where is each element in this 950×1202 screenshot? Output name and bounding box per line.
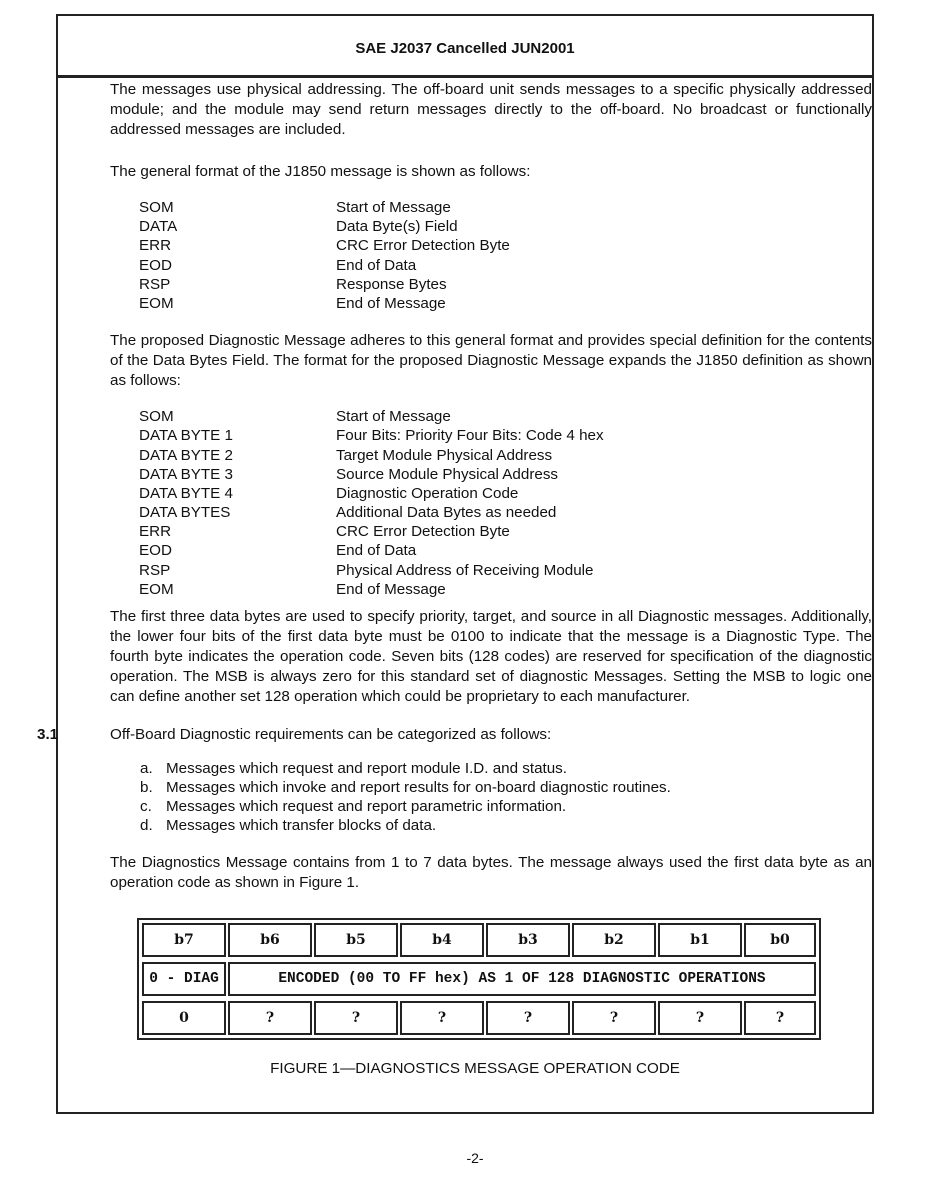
section-number: 3.1 <box>37 726 59 743</box>
definition-desc: Response Bytes <box>336 275 447 293</box>
definition-term: SOM <box>139 199 174 216</box>
definition-term: EOD <box>139 256 172 274</box>
value-row <box>139 998 819 1038</box>
bit-cell: b7 <box>142 923 226 957</box>
bit-cell: b2 <box>572 923 656 957</box>
value-cell: ? <box>228 1001 312 1035</box>
definition-term: ERR <box>139 237 172 255</box>
definition-desc: Start of Message <box>336 199 451 216</box>
definition-row <box>139 503 872 522</box>
value-cell: ? <box>400 1001 484 1035</box>
value-cell: ? <box>744 1001 816 1035</box>
list-item <box>140 778 872 797</box>
definition-row <box>139 294 872 313</box>
value-cell: ? <box>572 1001 656 1035</box>
definition-term: DATA <box>139 218 178 236</box>
intro-paragraph: The messages use physical addressing. The off-board unit sends messages to a specific physically addressed module; and the module may send return messages directly to the off-board. No broadcast or functionally addressed messages are included. <box>110 81 872 138</box>
definition-desc: Diagnostic Operation Code <box>336 484 519 502</box>
value-cell: ? <box>486 1001 570 1035</box>
proposed-format-list <box>139 407 872 599</box>
section-closing: The Diagnostics Message contains from 1 to 7 data bytes. The message always used the first data byte as an operation code as shown in Figure 1. <box>110 854 872 891</box>
requirements-list <box>140 759 872 835</box>
definition-desc: CRC Error Detection Byte <box>336 237 510 255</box>
definition-desc: End of Message <box>336 580 446 598</box>
value-cell: ? <box>314 1001 398 1035</box>
definition-desc: Physical Address of Receiving Module <box>336 561 594 579</box>
general-format-intro: The general format of the J1850 message is shown as follows: <box>110 163 531 180</box>
definition-desc: CRC Error Detection Byte <box>336 523 510 541</box>
list-marker: a. <box>140 760 153 777</box>
definition-row <box>139 275 872 294</box>
definition-term: DATA BYTE 3 <box>139 465 233 483</box>
list-item <box>140 759 872 778</box>
proposed-format-intro: The proposed Diagnostic Message adheres to this general format and provides special definition for the contents of the Data Bytes Field. The format for the proposed Diagnostic Message expands the J1850 definition as shown as follows: <box>110 332 872 390</box>
definition-term: DATA BYTE 2 <box>139 446 233 464</box>
list-item-text: Messages which request and report parametric information. <box>166 798 567 815</box>
definition-term: RSP <box>139 275 171 293</box>
definition-desc: End of Data <box>336 542 417 560</box>
list-marker: b. <box>140 779 153 796</box>
section-3-1 <box>37 725 872 893</box>
definition-term: EOM <box>139 580 174 598</box>
definition-row <box>139 426 872 445</box>
definition-row <box>139 561 872 580</box>
definition-row <box>139 236 872 255</box>
definition-desc: Data Byte(s) Field <box>336 218 458 236</box>
definition-term: DATA BYTES <box>139 504 231 522</box>
bit-cell: b4 <box>400 923 484 957</box>
figure-caption: FIGURE 1—DIAGNOSTICS MESSAGE OPERATION CODE <box>270 1060 680 1077</box>
list-item-text: Messages which transfer blocks of data. <box>166 817 437 834</box>
definition-term: EOM <box>139 294 174 312</box>
definition-term: EOD <box>139 542 172 560</box>
definition-row <box>139 198 872 217</box>
page-number: -2- <box>466 1150 484 1166</box>
definition-term: RSP <box>139 561 171 579</box>
definition-desc: Four Bits: Priority Four Bits: Code 4 hex <box>336 427 604 445</box>
definition-row <box>139 541 872 560</box>
definition-row <box>139 522 872 541</box>
bit-cell: b1 <box>658 923 742 957</box>
definition-row <box>139 256 872 275</box>
list-item-text: Messages which invoke and report results for on-board diagnostic routines. <box>166 779 671 796</box>
definition-desc: Source Module Physical Address <box>336 465 559 483</box>
value-cell: ? <box>658 1001 742 1035</box>
value-cell: 0 <box>142 1001 226 1035</box>
bit-header-row <box>139 920 819 960</box>
definition-row <box>139 217 872 236</box>
definition-desc: End of Data <box>336 256 417 274</box>
bit-cell: b3 <box>486 923 570 957</box>
definition-row <box>139 407 872 426</box>
header-title: SAE J2037 Cancelled JUN2001 <box>355 40 575 57</box>
encoding-row <box>139 959 819 999</box>
document-body <box>37 80 872 893</box>
list-marker: c. <box>140 798 152 815</box>
definition-row <box>139 465 872 484</box>
list-item <box>140 797 872 816</box>
definition-desc: End of Message <box>336 294 446 312</box>
definition-row <box>139 580 872 599</box>
encoded-cell: ENCODED (00 TO FF hex) AS 1 OF 128 DIAGNOSTIC OPERATIONS <box>228 962 816 996</box>
definition-term: DATA BYTE 4 <box>139 484 233 502</box>
definition-term: ERR <box>139 523 172 541</box>
bit-cell: b5 <box>314 923 398 957</box>
first-three-paragraph: The first three data bytes are used to specify priority, target, and source in all Diagnostic messages. Additionally, the lower four bits of the first data byte must be 0100 to indicate that the message is a Diagnostic Type. The fourth byte indicates the operation code. Seven bits (128 codes) are reserved for specification of the diagnostic operation. The MSB is always zero for this standard set of diagnostic Messages. Setting the MSB to logic one can define another set 128 operation which could be proprietary to each manufacturer. <box>110 608 872 705</box>
definition-desc: Additional Data Bytes as needed <box>336 504 557 522</box>
definition-row <box>139 484 872 503</box>
figure-operation-code-table <box>137 918 821 1040</box>
bit-cell: b0 <box>744 923 816 957</box>
page-header <box>58 16 872 78</box>
diag-cell: 0 - DIAG <box>142 962 226 996</box>
definition-term: DATA BYTE 1 <box>139 427 233 445</box>
bit-cell: b6 <box>228 923 312 957</box>
general-format-list <box>139 198 872 313</box>
list-item <box>140 816 872 835</box>
section-text: Off-Board Diagnostic requirements can be categorized as follows: <box>110 726 552 743</box>
list-marker: d. <box>140 817 153 834</box>
definition-row <box>139 446 872 465</box>
definition-desc: Start of Message <box>336 408 451 426</box>
list-item-text: Messages which request and report module I.D. and status. <box>166 760 567 777</box>
definition-term: SOM <box>139 408 174 426</box>
definition-desc: Target Module Physical Address <box>336 446 553 464</box>
